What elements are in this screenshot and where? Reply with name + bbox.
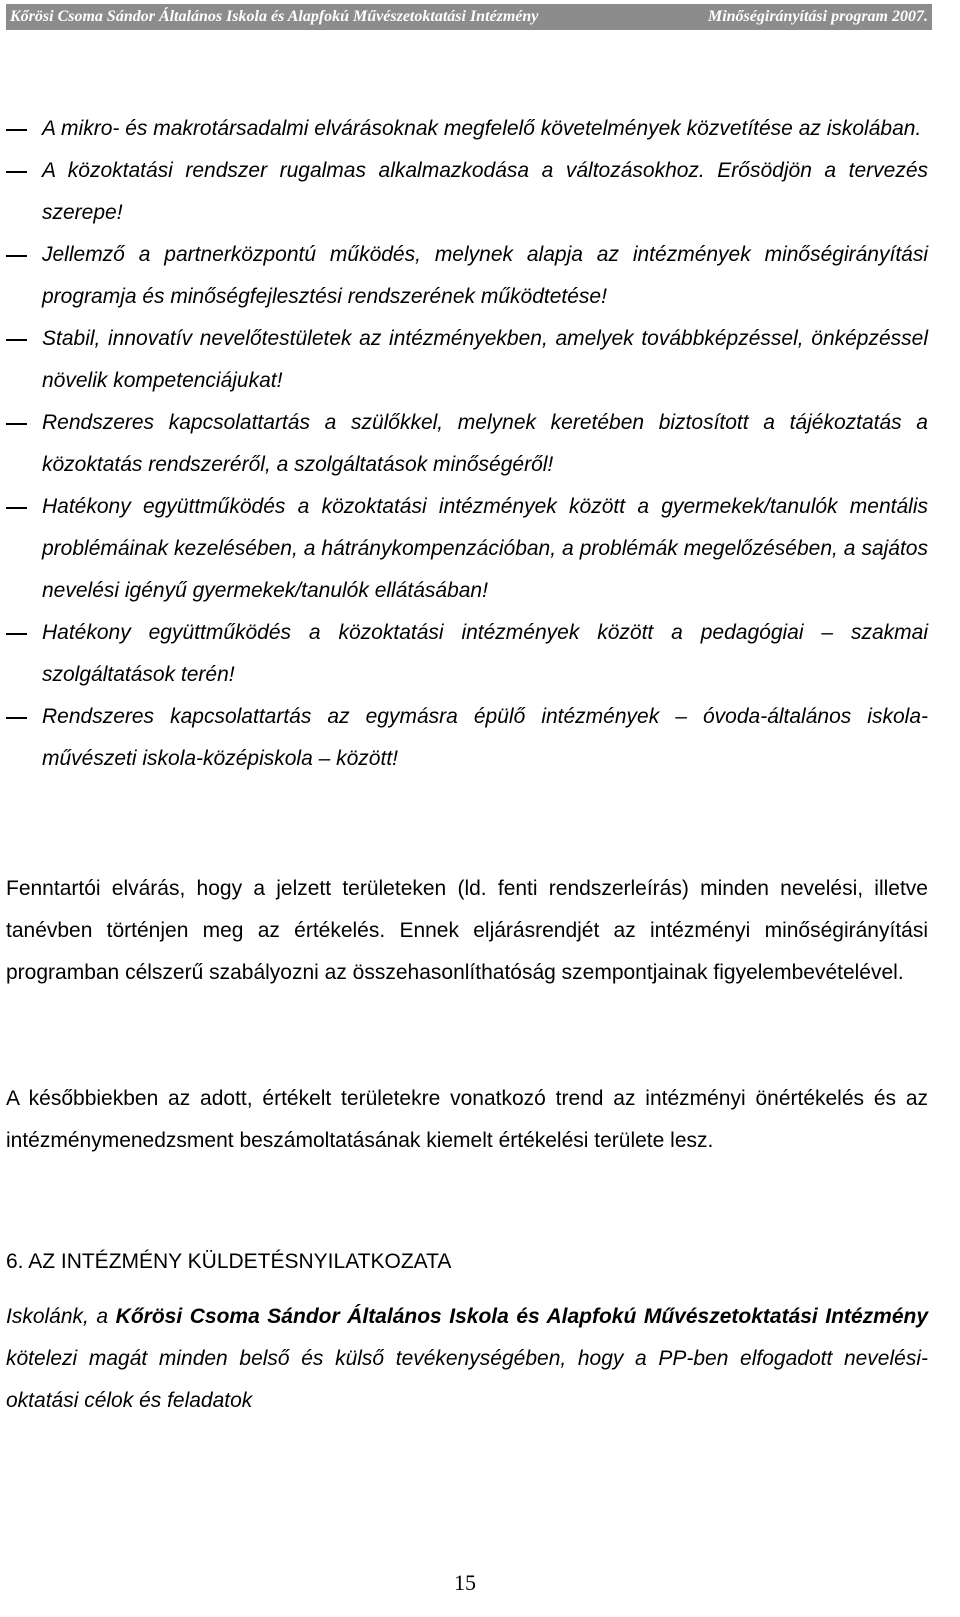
page-header: [6, 4, 932, 30]
dash-bullet-icon: [6, 108, 42, 150]
header-institution: Kőrösi Csoma Sándor Általános Iskola és Alapfokú Művészetoktatási Intézmény: [10, 8, 539, 25]
mission-intro: Iskolánk, a: [6, 1305, 109, 1328]
dash-bullet-icon: [6, 318, 42, 360]
dash-bullet-icon: [6, 234, 42, 276]
list-item: A közoktatási rendszer rugalmas alkalmazkodása a változásokhoz. Erősödjön a tervezés szerepe!: [6, 150, 928, 234]
list-item: Stabil, innovatív nevelőtestületek az intézményekben, amelyek továbbképzéssel, önképzéssel növelik kompetenciájukat!: [6, 318, 928, 402]
bullet-list: [6, 108, 928, 780]
paragraph-mission-statement: [6, 1296, 928, 1422]
dash-bullet-icon: [6, 402, 42, 444]
dash-bullet-icon: [6, 696, 42, 738]
dash-bullet-icon: [6, 486, 42, 528]
list-item: A mikro- és makrotársadalmi elvárásoknak megfelelő követelmények közvetítése az iskolában.: [6, 108, 928, 150]
mission-school-name: Kőrösi Csoma Sándor Általános Iskola és Alapfokú Művészetoktatási Intézmény: [115, 1305, 929, 1328]
list-item: Rendszeres kapcsolattartás az egymásra épülő intézmények – óvoda-általános iskola-művészeti iskola-középiskola – között!: [6, 696, 928, 780]
list-item: Hatékony együttműködés a közoktatási intézmények között a pedagógiai – szakmai szolgáltatások terén!: [6, 612, 928, 696]
list-item: Jellemző a partnerközpontú működés, melynek alapja az intézmények minőségirányítási programja és minőségfejlesztési rendszerének működtetése!: [6, 234, 928, 318]
section-heading: 6. AZ INTÉZMÉNY KÜLDETÉSNYILATKOZATA: [6, 1250, 452, 1273]
dash-bullet-icon: [6, 612, 42, 654]
paragraph-trend-evaluation: A későbbiekben az adott, értékelt területekre vonatkozó trend az intézményi önértékelés és az intézménymenedzsment beszámoltatásának kiemelt értékelési területe lesz.: [6, 1087, 928, 1152]
list-item: Hatékony együttműködés a közoktatási intézmények között a gyermekek/tanulók mentális problémáinak kezelésében, a hátránykompenzációban, a problémák megelőzésében, a sajátos nevelési igényű gyermekek/tanulók ellátásában!: [6, 486, 928, 612]
mission-rest: kötelezi magát minden belső és külső tevékenységében, hogy a PP-ben elfogadott nevelési-oktatási célok és feladatok: [6, 1347, 928, 1412]
dash-bullet-icon: [6, 150, 42, 192]
header-program: Minőségirányítási program 2007.: [707, 8, 928, 25]
list-item: Rendszeres kapcsolattartás a szülőkkel, melynek keretében biztosított a tájékoztatás a közoktatás rendszeréről, a szolgáltatások minőségéről!: [6, 402, 928, 486]
page-number: 15: [454, 1570, 476, 1595]
paragraph-maintainer-expectation: Fenntartói elvárás, hogy a jelzett területeken (ld. fenti rendszerleírás) minden nevelési, illetve tanévben történjen meg az értékelés. Ennek eljárásrendjét az intézményi minőségirányítási programban célszerű szabályozni az összehasonlíthatóság szempontjainak figyelembevételével.: [6, 877, 928, 984]
